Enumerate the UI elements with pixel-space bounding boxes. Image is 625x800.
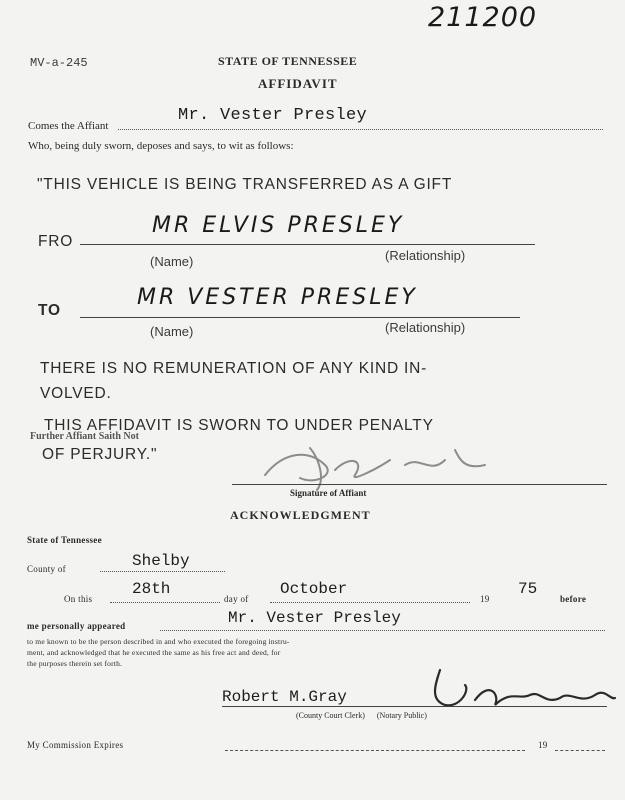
on-this-label: On this [64, 594, 93, 604]
affidavit-title: AFFIDAVIT [258, 76, 338, 91]
clerk-signature [420, 660, 620, 720]
further-affiant-label: Further Affiant Saith Not [30, 431, 139, 442]
from-name-line [80, 244, 535, 245]
appeared-name-line [160, 630, 605, 631]
remuneration-line-1: THERE IS NO REMUNERATION OF ANY KIND IN- [40, 360, 428, 377]
from-name-handwritten: MR ELVIS PRESLEY [152, 213, 405, 238]
ack-body-line-2: ment, and acknowledged that he executed the same as his free act and deed, for [27, 648, 281, 657]
to-name-caption: (Name) [150, 324, 194, 339]
county-name: Shelby [132, 552, 190, 570]
state-header: STATE OF TENNESSEE [218, 54, 358, 68]
from-relationship-caption: (Relationship) [385, 248, 466, 263]
to-name-handwritten: MR VESTER PRESLEY [137, 285, 418, 310]
to-name-line [80, 317, 520, 318]
gift-statement: "THIS VEHICLE IS BEING TRANSFERRED AS A GIFT [37, 176, 453, 193]
commission-year-line [555, 750, 605, 751]
remuneration-line-2: VOLVED. [40, 385, 112, 402]
sworn-statement-label: Who, being duly sworn, deposes and says, to wit as follows: [28, 140, 294, 152]
year-prefix: 19 [480, 594, 490, 604]
to-label: TO [38, 302, 61, 319]
month-line [270, 602, 470, 603]
affiant-name: Mr. Vester Presley [178, 106, 368, 125]
year-value: 75 [518, 580, 538, 598]
personally-appeared-label: me personally appeared [27, 621, 126, 631]
acknowledgment-title: ACKNOWLEDGMENT [230, 508, 371, 522]
comes-the-affiant-label: Comes the Affiant [28, 120, 109, 132]
ack-body-line-3: the purposes therein set forth. [27, 659, 123, 668]
clerk-name-stamp: Robert M.Gray [222, 688, 347, 706]
day-of-label: day of [224, 594, 249, 604]
commission-year-prefix: 19 [538, 740, 548, 750]
day-value: 28th [132, 580, 171, 598]
clerk-caption: (County Court Clerk) (Notary Public) [296, 711, 427, 720]
county-label: County of [27, 564, 66, 574]
appeared-name: Mr. Vester Presley [228, 609, 401, 627]
signature-caption: Signature of Affiant [290, 488, 367, 498]
from-label: FRO [38, 233, 74, 250]
ack-body-line-1: to me known to be the person described in and who executed the foregoing instru- [27, 637, 290, 646]
commission-line [225, 750, 525, 751]
document-number: 211200 [428, 2, 538, 33]
penalty-line-2: OF PERJURY." [42, 446, 158, 463]
to-relationship-caption: (Relationship) [385, 320, 466, 335]
affiant-name-line [118, 129, 603, 130]
day-line [110, 602, 220, 603]
penalty-line-1: THIS AFFIDAVIT IS SWORN TO UNDER PENALTY [44, 417, 434, 434]
from-name-caption: (Name) [150, 254, 194, 269]
signature-line [232, 484, 607, 485]
before-label: before [560, 594, 587, 604]
state-label: State of Tennessee [27, 535, 102, 545]
form-code: MV-a-245 [30, 56, 88, 70]
month-value: October [280, 580, 348, 598]
commission-expires-label: My Commission Expires [27, 740, 124, 750]
clerk-line [222, 706, 607, 707]
county-line [100, 571, 225, 572]
